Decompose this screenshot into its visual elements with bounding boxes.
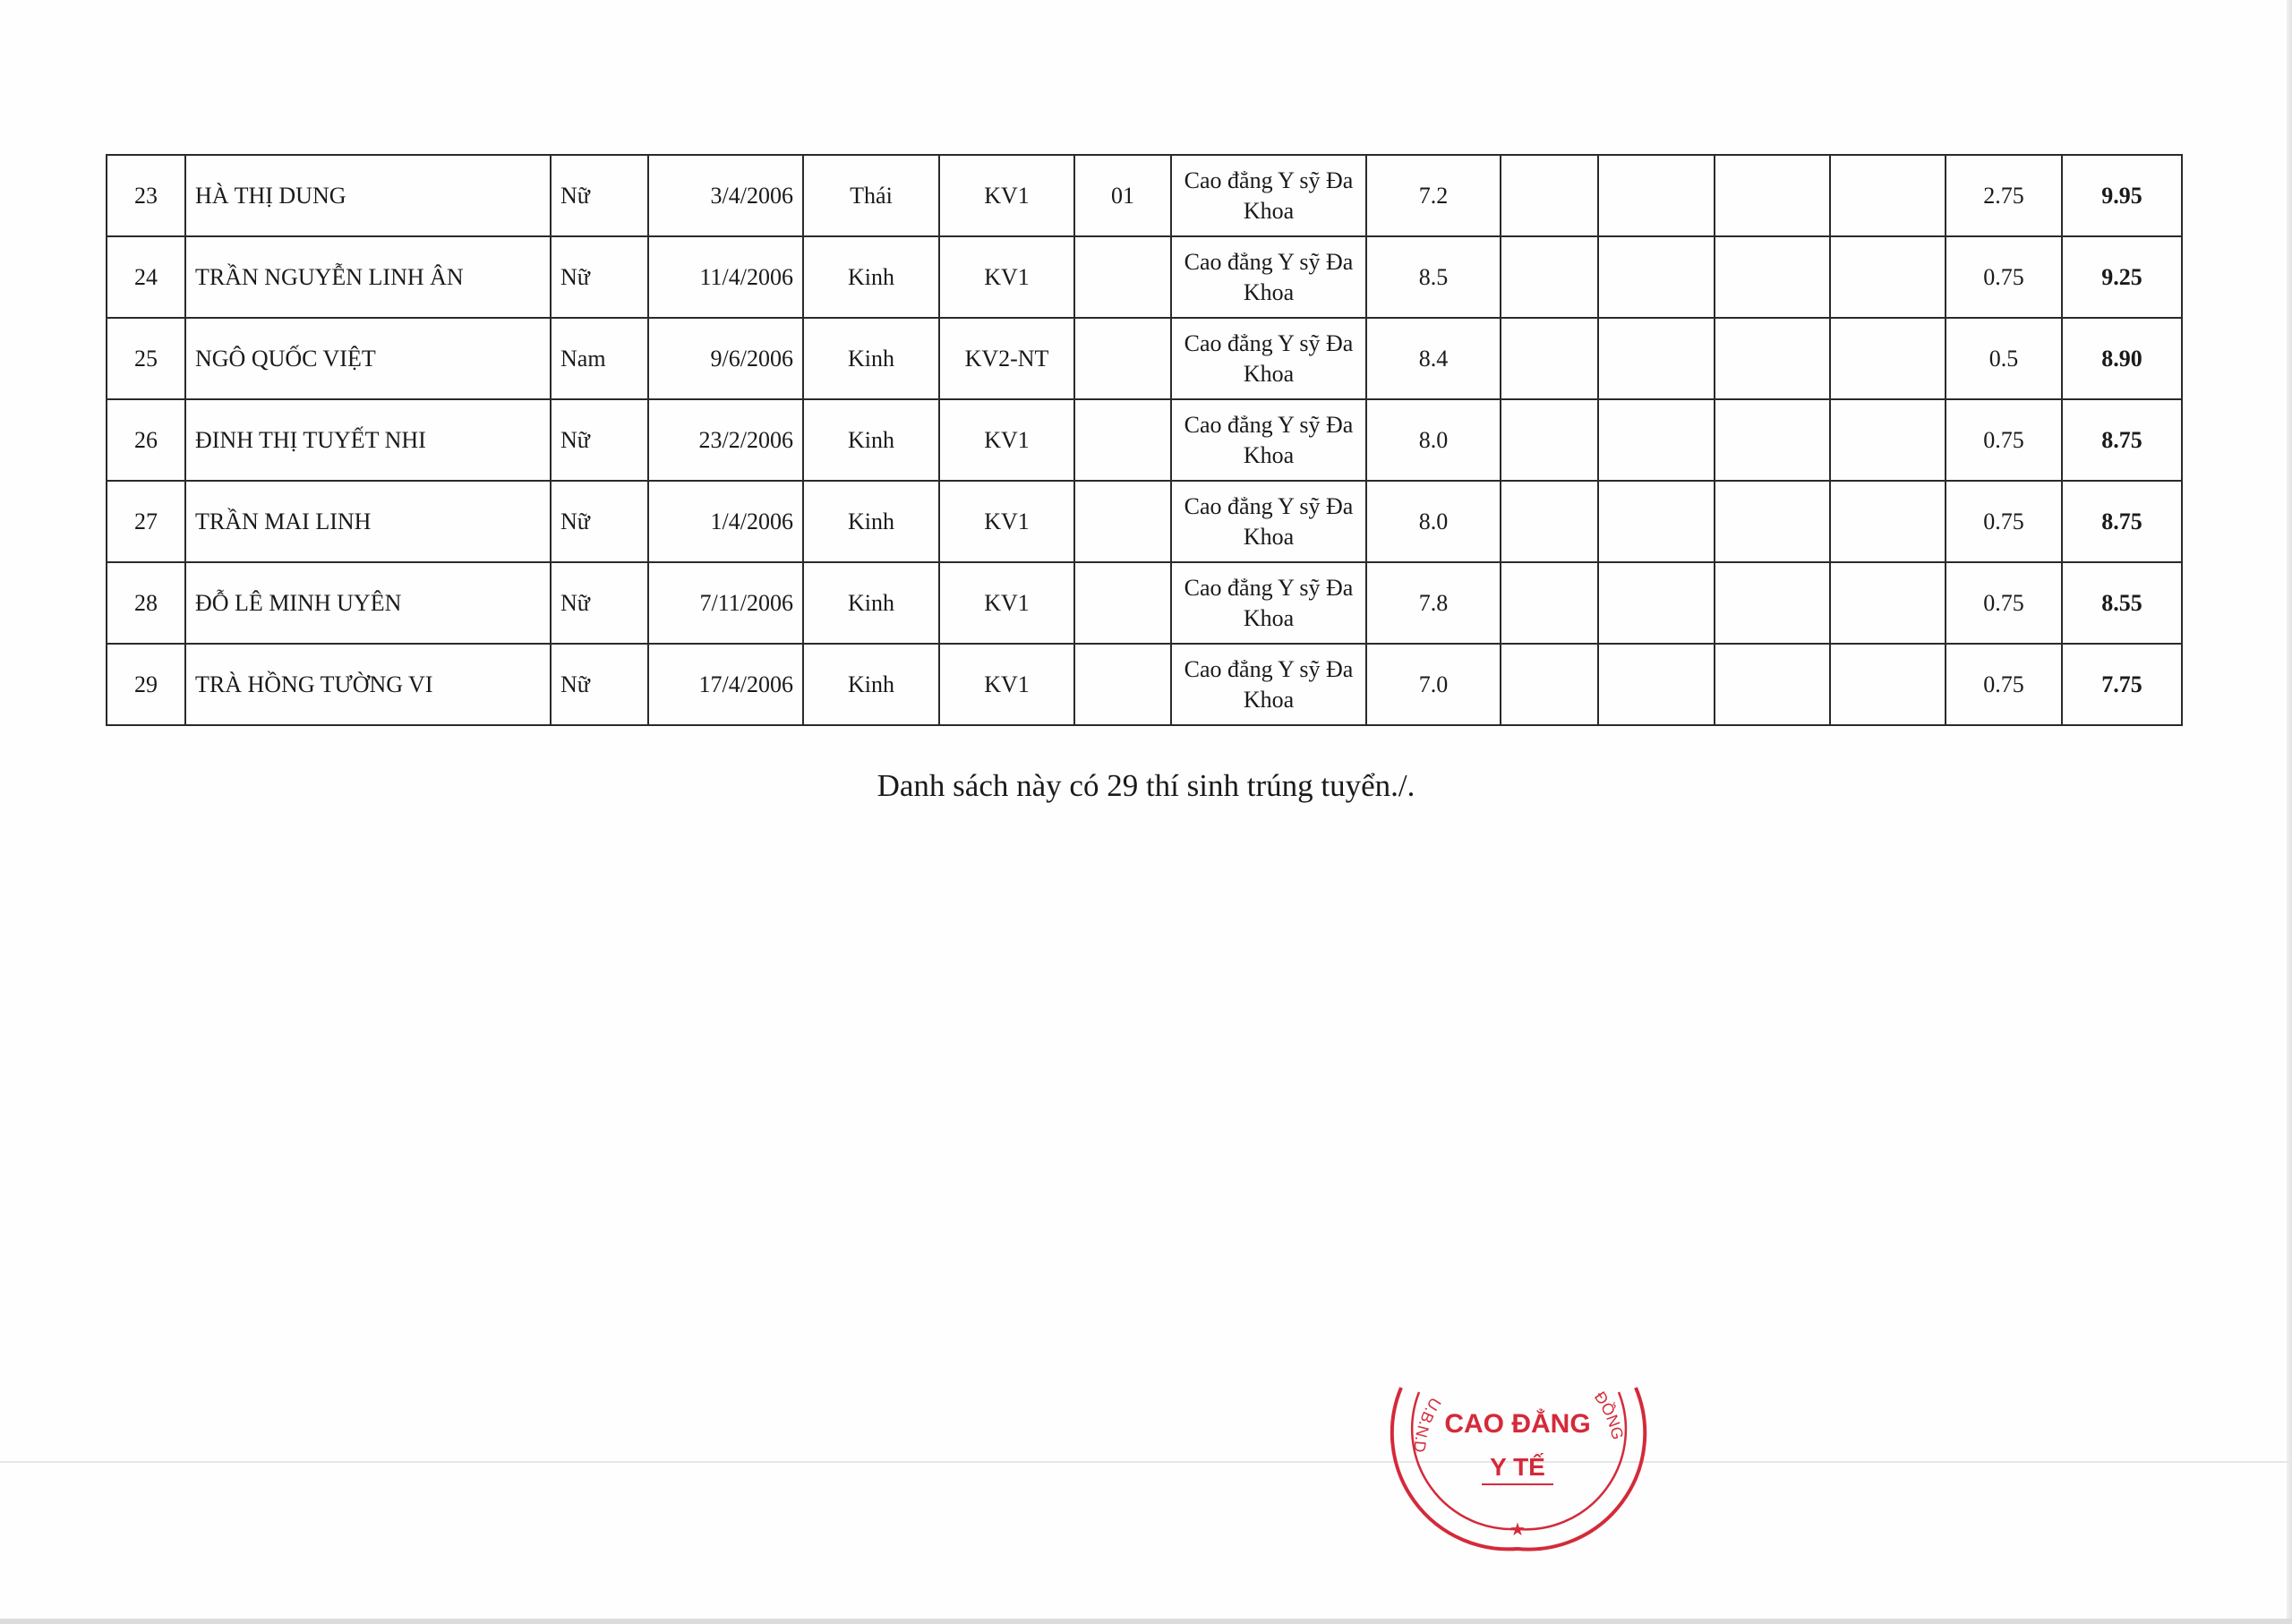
stamp-ring-left-text: U.B.N.D xyxy=(1410,1394,1445,1454)
cell-name: HÀ THỊ DUNG xyxy=(185,155,551,236)
cell-total: 8.55 xyxy=(2062,562,2182,644)
cell-ethnicity: Kinh xyxy=(803,236,939,318)
cell-blank xyxy=(1501,644,1598,725)
cell-name: ĐINH THỊ TUYẾT NHI xyxy=(185,399,551,481)
cell-blank xyxy=(1830,481,1946,562)
table-body xyxy=(107,155,2182,725)
cell-object xyxy=(1074,399,1171,481)
scan-edge xyxy=(2287,0,2292,1624)
cell-object xyxy=(1074,318,1171,399)
cell-dob: 9/6/2006 xyxy=(648,318,803,399)
cell-sex: Nữ xyxy=(551,399,648,481)
cell-stt: 28 xyxy=(107,562,185,644)
cell-major: Cao đẳng Y sỹ Đa Khoa xyxy=(1171,399,1366,481)
stamp-ring-right-text: ĐỒNG xyxy=(1590,1388,1628,1441)
cell-blank xyxy=(1715,644,1830,725)
bottom-edge xyxy=(0,1619,2292,1624)
cell-major: Cao đẳng Y sỹ Đa Khoa xyxy=(1171,481,1366,562)
cell-sex: Nữ xyxy=(551,236,648,318)
cell-priority: 0.75 xyxy=(1946,562,2062,644)
cell-dob: 17/4/2006 xyxy=(648,644,803,725)
cell-total: 9.95 xyxy=(2062,155,2182,236)
cell-score: 7.2 xyxy=(1366,155,1501,236)
cell-dob: 1/4/2006 xyxy=(648,481,803,562)
table-row xyxy=(107,236,2182,318)
cell-dob: 7/11/2006 xyxy=(648,562,803,644)
cell-area: KV1 xyxy=(939,155,1074,236)
cell-priority: 0.75 xyxy=(1946,399,2062,481)
cell-name: ĐỖ LÊ MINH UYÊN xyxy=(185,562,551,644)
cell-blank xyxy=(1598,481,1715,562)
cell-priority: 0.75 xyxy=(1946,644,2062,725)
cell-area: KV1 xyxy=(939,236,1074,318)
cell-total: 8.75 xyxy=(2062,399,2182,481)
cell-priority: 0.75 xyxy=(1946,236,2062,318)
cell-dob: 11/4/2006 xyxy=(648,236,803,318)
cell-area: KV1 xyxy=(939,562,1074,644)
cell-major: Cao đẳng Y sỹ Đa Khoa xyxy=(1171,644,1366,725)
cell-major: Cao đẳng Y sỹ Đa Khoa xyxy=(1171,155,1366,236)
cell-blank xyxy=(1501,562,1598,644)
cell-name: NGÔ QUỐC VIỆT xyxy=(185,318,551,399)
cell-object xyxy=(1074,236,1171,318)
cell-blank xyxy=(1598,318,1715,399)
cell-blank xyxy=(1715,562,1830,644)
table-row xyxy=(107,155,2182,236)
cell-stt: 24 xyxy=(107,236,185,318)
cell-sex: Nữ xyxy=(551,481,648,562)
cell-total: 9.25 xyxy=(2062,236,2182,318)
cell-blank xyxy=(1501,399,1598,481)
cell-name: TRẦN NGUYỄN LINH ÂN xyxy=(185,236,551,318)
cell-blank xyxy=(1830,562,1946,644)
cell-blank xyxy=(1830,399,1946,481)
cell-blank xyxy=(1830,155,1946,236)
cell-object: 01 xyxy=(1074,155,1171,236)
cell-blank xyxy=(1830,644,1946,725)
cell-blank xyxy=(1715,399,1830,481)
cell-name: TRÀ HỒNG TƯỜNG VI xyxy=(185,644,551,725)
cell-priority: 2.75 xyxy=(1946,155,2062,236)
cell-stt: 27 xyxy=(107,481,185,562)
cell-blank xyxy=(1830,318,1946,399)
cell-sex: Nữ xyxy=(551,155,648,236)
fold-line xyxy=(0,1461,2292,1463)
cell-major: Cao đẳng Y sỹ Đa Khoa xyxy=(1171,236,1366,318)
cell-sex: Nữ xyxy=(551,562,648,644)
cell-blank xyxy=(1715,481,1830,562)
cell-score: 8.0 xyxy=(1366,399,1501,481)
cell-major: Cao đẳng Y sỹ Đa Khoa xyxy=(1171,562,1366,644)
cell-total: 8.90 xyxy=(2062,318,2182,399)
cell-priority: 0.5 xyxy=(1946,318,2062,399)
cell-major: Cao đẳng Y sỹ Đa Khoa xyxy=(1171,318,1366,399)
cell-ethnicity: Kinh xyxy=(803,644,939,725)
cell-name: TRẦN MAI LINH xyxy=(185,481,551,562)
cell-score: 7.8 xyxy=(1366,562,1501,644)
cell-blank xyxy=(1715,318,1830,399)
table-row xyxy=(107,318,2182,399)
cell-blank xyxy=(1830,236,1946,318)
cell-total: 8.75 xyxy=(2062,481,2182,562)
cell-blank xyxy=(1501,318,1598,399)
stamp-star-icon: ★ xyxy=(1509,1518,1526,1540)
cell-dob: 3/4/2006 xyxy=(648,155,803,236)
cell-score: 8.4 xyxy=(1366,318,1501,399)
cell-blank xyxy=(1598,562,1715,644)
stamp-line-1: CAO ĐẲNG xyxy=(1444,1409,1591,1439)
cell-blank xyxy=(1501,236,1598,318)
table-row xyxy=(107,562,2182,644)
cell-stt: 25 xyxy=(107,318,185,399)
cell-ethnicity: Thái xyxy=(803,155,939,236)
cell-score: 8.0 xyxy=(1366,481,1501,562)
cell-ethnicity: Kinh xyxy=(803,318,939,399)
cell-priority: 0.75 xyxy=(1946,481,2062,562)
cell-dob: 23/2/2006 xyxy=(648,399,803,481)
cell-blank xyxy=(1501,155,1598,236)
cell-blank xyxy=(1598,155,1715,236)
admission-results-table xyxy=(106,154,2183,726)
cell-blank xyxy=(1598,236,1715,318)
official-stamp xyxy=(1379,1370,1656,1558)
cell-ethnicity: Kinh xyxy=(803,399,939,481)
cell-area: KV1 xyxy=(939,644,1074,725)
cell-ethnicity: Kinh xyxy=(803,481,939,562)
cell-stt: 26 xyxy=(107,399,185,481)
cell-ethnicity: Kinh xyxy=(803,562,939,644)
cell-object xyxy=(1074,644,1171,725)
cell-sex: Nam xyxy=(551,318,648,399)
cell-score: 7.0 xyxy=(1366,644,1501,725)
cell-blank xyxy=(1598,644,1715,725)
cell-blank xyxy=(1501,481,1598,562)
cell-area: KV2-NT xyxy=(939,318,1074,399)
stamp-line-2: Y TẾ xyxy=(1490,1453,1545,1481)
cell-sex: Nữ xyxy=(551,644,648,725)
table-row xyxy=(107,399,2182,481)
cell-blank xyxy=(1598,399,1715,481)
cell-blank xyxy=(1715,155,1830,236)
cell-object xyxy=(1074,562,1171,644)
cell-stt: 23 xyxy=(107,155,185,236)
cell-area: KV1 xyxy=(939,481,1074,562)
cell-area: KV1 xyxy=(939,399,1074,481)
cell-blank xyxy=(1715,236,1830,318)
cell-object xyxy=(1074,481,1171,562)
table-row xyxy=(107,644,2182,725)
cell-score: 8.5 xyxy=(1366,236,1501,318)
cell-stt: 29 xyxy=(107,644,185,725)
cell-total: 7.75 xyxy=(2062,644,2182,725)
table-row xyxy=(107,481,2182,562)
summary-text: Danh sách này có 29 thí sinh trúng tuyển./. xyxy=(877,768,1415,803)
